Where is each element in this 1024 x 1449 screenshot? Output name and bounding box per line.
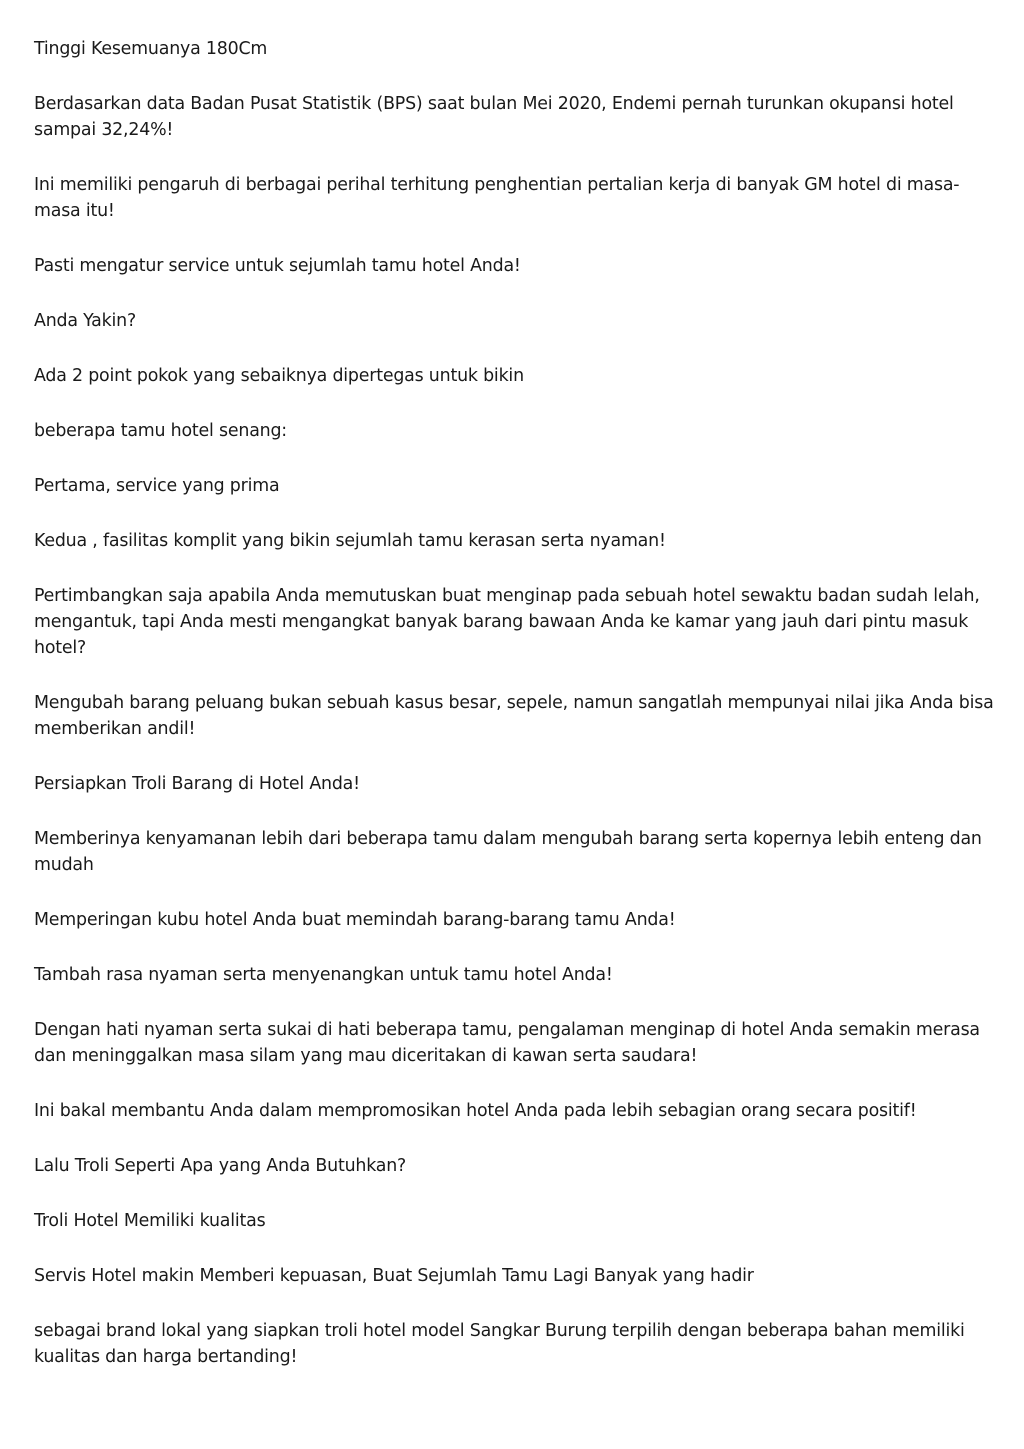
paragraph-point-one: Pertama, service yang prima — [34, 476, 280, 496]
paragraph-question: Anda Yakin? — [34, 311, 136, 331]
paragraph-which-trolley: Lalu Troli Seperti Apa yang Anda Butuhkan? — [34, 1156, 407, 1176]
paragraph-two-points: Ada 2 point pokok yang sebaiknya dipertegas untuk bikin — [34, 366, 524, 386]
paragraph-height-note: Tinggi Kesemuanya 180Cm — [34, 39, 268, 59]
paragraph-experience: Dengan hati nyaman serta sukai di hati beberapa tamu, pengalaman menginap di hotel Anda semakin merasa dan meninggalkan masa silam yang mau diceritakan di kawan serta saudara! — [34, 1020, 980, 1066]
paragraph-prepare-trolley: Persiapkan Troli Barang di Hotel Anda! — [34, 774, 360, 794]
paragraph-promotion: Ini bakal membantu Anda dalam mempromosikan hotel Anda pada lebih sebagian orang secara positif! — [34, 1101, 917, 1121]
paragraph-guests-happy: beberapa tamu hotel senang: — [34, 421, 287, 441]
paragraph-service: Pasti mengatur service untuk sejumlah tamu hotel Anda! — [34, 256, 521, 276]
paragraph-add-comfort: Tambah rasa nyaman serta menyenangkan untuk tamu hotel Anda! — [34, 965, 613, 985]
paragraph-moving-goods: Mengubah barang peluang bukan sebuah kasus besar, sepele, namun sangatlah mempunyai nilai jika Anda bisa memberikan andil! — [34, 693, 994, 739]
paragraph-bps-statistic: Berdasarkan data Badan Pusat Statistik (BPS) saat bulan Mei 2020, Endemi pernah turunkan okupansi hotel sampai 32,24%! — [34, 94, 954, 140]
document-page — [34, 36, 994, 1399]
paragraph-point-two: Kedua , fasilitas komplit yang bikin sejumlah tamu kerasan serta nyaman! — [34, 531, 666, 551]
paragraph-consider: Pertimbangkan saja apabila Anda memutuskan buat menginap pada sebuah hotel sewaktu badan sudah lelah, mengantuk, tapi Anda mesti mengangkat banyak barang bawaan Anda ke kamar yang jauh dari pintu masuk hotel? — [34, 586, 980, 658]
paragraph-comfort: Memberinya kenyamanan lebih dari beberapa tamu dalam mengubah barang serta kopernya lebih enteng dan mudah — [34, 829, 982, 875]
paragraph-quality: Troli Hotel Memiliki kualitas — [34, 1211, 266, 1231]
paragraph-impact: Ini memiliki pengaruh di berbagai perihal terhitung penghentian pertalian kerja di banyak GM hotel di masa-masa itu! — [34, 175, 960, 221]
paragraph-ease-staff: Memperingan kubu hotel Anda buat memindah barang-barang tamu Anda! — [34, 910, 676, 930]
paragraph-local-brand: sebagai brand lokal yang siapkan troli hotel model Sangkar Burung terpilih dengan beberapa bahan memiliki kualitas dan harga bertanding! — [34, 1321, 965, 1367]
paragraph-satisfaction: Servis Hotel makin Memberi kepuasan, Buat Sejumlah Tamu Lagi Banyak yang hadir — [34, 1266, 754, 1286]
